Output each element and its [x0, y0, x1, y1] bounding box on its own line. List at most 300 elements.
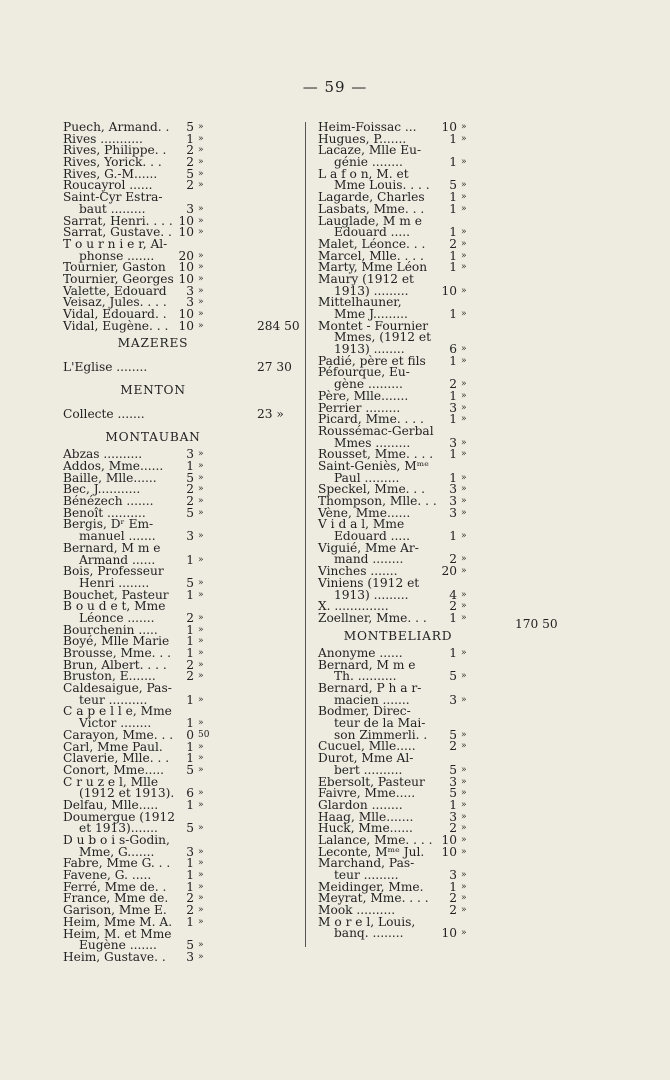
donor-name: Rives, G.-M......: [63, 166, 158, 181]
amount-francs: 2: [449, 552, 457, 567]
section-total: 23 »: [257, 406, 284, 421]
amount-francs: 6: [449, 342, 457, 357]
amount-centimes: »: [461, 589, 467, 600]
donor-name: teur .........: [334, 868, 399, 883]
amount-francs: 3: [186, 949, 194, 964]
amount-francs: 2: [186, 903, 194, 918]
amount-francs: 1: [449, 388, 457, 403]
amount-centimes: »: [198, 262, 204, 273]
donor-name: Edouard .....: [334, 529, 411, 544]
amount-centimes: »: [198, 753, 204, 764]
donor-name: Bec, J...........: [63, 482, 141, 497]
donor-name: teur de la Mai-: [334, 716, 426, 731]
donor-name: Viguié, Mme Ar-: [318, 540, 419, 555]
donor-name: Claverie, Mlle. . .: [63, 751, 170, 766]
amount-centimes: »: [461, 250, 467, 261]
amount-centimes: »: [198, 858, 204, 869]
amount-centimes: »: [461, 741, 467, 752]
donor-name: mand ........: [334, 552, 404, 567]
donor-name: B o u d e t, Mme: [63, 599, 166, 614]
amount-francs: 10: [178, 307, 194, 321]
amount-centimes: »: [198, 215, 204, 226]
amount-francs: 20: [178, 248, 194, 263]
donor-name: Benoît ..........: [63, 505, 146, 520]
amount-centimes: »: [461, 788, 467, 799]
amount-centimes: »: [198, 648, 204, 659]
amount-francs: 1: [186, 692, 194, 707]
donor-name: Picard, Mme. . . .: [318, 412, 424, 427]
amount-francs: 5: [186, 938, 194, 953]
amount-centimes: »: [461, 601, 467, 612]
donor-name: Bois, Professeur: [63, 564, 164, 579]
amount-centimes: »: [198, 881, 204, 892]
amount-centimes: »: [198, 624, 204, 635]
donor-name: Mme Louis. . . .: [334, 178, 430, 193]
amount-centimes: »: [198, 472, 204, 483]
amount-francs: 1: [186, 797, 194, 812]
column-divider: [305, 122, 306, 947]
amount-centimes: »: [461, 285, 467, 296]
donor-name: Haag, Mlle.......: [318, 809, 414, 824]
amount-centimes: »: [461, 905, 467, 916]
donor-name: phonse .......: [79, 248, 155, 263]
amount-centimes: »: [198, 589, 204, 600]
amount-francs: 2: [186, 178, 194, 193]
amount-francs: 2: [449, 599, 457, 614]
section-total: 284 50: [257, 318, 300, 333]
donor-name: Meyrat, Mme. . . .: [318, 891, 429, 906]
amount-centimes: »: [198, 659, 204, 670]
donor-name: Marty, Mme Léon: [318, 260, 428, 275]
donor-name: Mmes .........: [334, 435, 411, 450]
donor-name: Faivre, Mme.....: [318, 786, 416, 801]
donor-name: Victor ........: [79, 716, 152, 731]
donor-name: son Zimmerli. .: [334, 727, 428, 742]
amount-centimes: »: [461, 402, 467, 413]
amount-centimes: »: [198, 122, 204, 132]
amount-francs: 3: [449, 494, 457, 508]
donor-name: Perrier .........: [318, 400, 401, 415]
donor-name: Roussémac-Gerbal: [318, 423, 434, 438]
donor-name: Fabre, Mme G. . .: [63, 856, 171, 871]
amount-francs: 3: [449, 400, 457, 415]
donor-name: 1913) ........: [334, 342, 405, 357]
donor-name: Tournier, Gaston: [63, 260, 166, 275]
donor-name: Heim-Foissac ...: [318, 120, 417, 134]
donor-name: macien .......: [334, 692, 410, 707]
amount-centimes: »: [461, 694, 467, 705]
amount-centimes: »: [198, 531, 204, 542]
amount-centimes: »: [461, 157, 467, 168]
amount-francs: 2: [186, 482, 194, 497]
donor-name: Marcel, Mlle. . . .: [318, 248, 424, 263]
amount-centimes: »: [461, 122, 467, 132]
amount-francs: 5: [449, 669, 457, 684]
donor-name: Roucayrol ......: [63, 178, 153, 193]
donor-name: Vinches .......: [318, 564, 398, 579]
amount-centimes: »: [198, 671, 204, 682]
donor-name: 1913) .........: [334, 587, 409, 602]
amount-centimes: »: [198, 694, 204, 705]
donor-name: Lacaze, Mlle Eu-: [318, 143, 422, 158]
donor-name: Mme, G.......: [79, 844, 155, 859]
amount-centimes: »: [461, 893, 467, 904]
donor-name: génie ........: [334, 155, 403, 170]
amount-francs: 1: [186, 622, 194, 637]
donor-name: Armand ......: [79, 552, 156, 567]
amount-centimes: »: [461, 671, 467, 682]
donor-name: Valette, Edouard: [63, 283, 167, 298]
amount-centimes: »: [461, 227, 467, 238]
amount-centimes: »: [461, 799, 467, 810]
amount-francs: 1: [449, 879, 457, 894]
donor-name: Mook ..........: [318, 903, 396, 918]
amount-centimes: »: [461, 531, 467, 542]
donor-name: Thompson, Mlle. . .: [318, 494, 437, 508]
amount-francs: 2: [186, 610, 194, 625]
donor-name: (1912 et 1913).: [79, 786, 175, 801]
donor-name: Favene, G. .....: [63, 868, 152, 883]
donor-name: Collecte .......: [63, 406, 145, 421]
amount-francs: 1: [186, 914, 194, 929]
donor-name: Heim, Gustave. .: [63, 949, 166, 964]
donor-name: Bouchet, Pasteur: [63, 587, 169, 602]
amount-francs: 10: [441, 832, 457, 847]
amount-francs: 2: [449, 377, 457, 392]
amount-centimes: »: [198, 133, 204, 144]
donor-name: Glardon ........: [318, 797, 403, 812]
donor-name: Bergis, Dʳ Em-: [63, 517, 154, 532]
donor-name: Lasbats, Mme. . .: [318, 201, 425, 216]
donor-name: Saint-Cyr Estra-: [63, 190, 163, 205]
amount-centimes: »: [461, 262, 467, 273]
donor-name: Lagarde, Charles: [318, 190, 425, 205]
amount-centimes: »: [198, 227, 204, 238]
donor-name: Boyé, Mlle Marie: [63, 634, 170, 649]
donor-name: Mmes, (1912 et: [334, 330, 432, 345]
donor-name: Bernard, P h a r-: [318, 681, 422, 696]
amount-francs: 5: [186, 470, 194, 485]
amount-francs: 3: [186, 529, 194, 544]
donor-name: Péfourque, Eu-: [318, 365, 410, 380]
amount-centimes: »: [198, 449, 204, 460]
amount-centimes: »: [198, 273, 204, 284]
section-heading: MENTON: [120, 383, 186, 398]
donor-name: Cucuel, Mlle.....: [318, 739, 416, 754]
amount-francs: 1: [449, 155, 457, 170]
amount-francs: 1: [186, 587, 194, 602]
donor-name: Lauglade, M m e: [318, 213, 422, 228]
donor-name: Rives, Philippe. .: [63, 143, 167, 158]
amount-centimes: »: [461, 554, 467, 565]
donor-name: Montet - Fournier: [318, 318, 429, 333]
amount-centimes: »: [461, 484, 467, 495]
amount-francs: 2: [186, 155, 194, 170]
amount-centimes: »: [198, 846, 204, 857]
amount-centimes: »: [198, 893, 204, 904]
amount-francs: 1: [449, 307, 457, 321]
amount-francs: 5: [186, 505, 194, 520]
donor-name: T o u r n i e r, Al-: [63, 236, 168, 251]
amount-francs: 1: [186, 634, 194, 649]
donor-name: Meidinger, Mme.: [318, 879, 424, 894]
donor-name: Puech, Armand. .: [63, 120, 170, 134]
amount-centimes: »: [198, 799, 204, 810]
amount-francs: 1: [186, 646, 194, 661]
amount-centimes: »: [198, 577, 204, 588]
amount-francs: 2: [449, 739, 457, 754]
list-item: [318, 928, 550, 940]
donor-name: L'Eglise ........: [63, 359, 148, 374]
amount-centimes: »: [461, 203, 467, 214]
donor-name: Rousset, Mme. . . .: [318, 447, 434, 462]
amount-francs: 2: [186, 657, 194, 672]
list-item: [63, 356, 299, 379]
donor-name: Carayon, Mme. . .: [63, 727, 174, 742]
amount-francs: 10: [441, 283, 457, 298]
amount-centimes: »: [461, 647, 467, 658]
amount-centimes: »: [461, 729, 467, 740]
amount-centimes: »: [461, 566, 467, 577]
amount-centimes: »: [461, 881, 467, 892]
donor-name: M o r e l, Louis,: [318, 914, 416, 929]
amount-centimes: »: [461, 437, 467, 448]
amount-francs: 3: [186, 201, 194, 216]
section-total: 170 50: [515, 617, 558, 631]
amount-francs: 1: [449, 797, 457, 812]
donor-name: C a p e l l e, Mme: [63, 704, 172, 719]
amount-francs: 1: [449, 447, 457, 462]
donor-name: Bruston, E.......: [63, 669, 156, 684]
amount-francs: 1: [449, 645, 457, 660]
amount-francs: 3: [186, 844, 194, 859]
amount-francs: 2: [449, 903, 457, 918]
amount-francs: 5: [449, 178, 457, 193]
donor-name: France, Mme de.: [63, 891, 169, 906]
donor-name: Bénézech .......: [63, 494, 154, 509]
amount-francs: 1: [186, 868, 194, 883]
donor-name: et 1913).......: [79, 821, 158, 836]
amount-francs: 3: [449, 774, 457, 789]
donor-name: Sarrat, Henri. . . .: [63, 213, 173, 228]
amount-centimes: »: [461, 390, 467, 401]
donor-name: Edouard .....: [334, 225, 411, 240]
amount-centimes: »: [198, 180, 204, 191]
donor-name: Brousse, Mme. . .: [63, 646, 172, 661]
amount-centimes: »: [198, 823, 204, 834]
amount-francs: 1: [449, 260, 457, 275]
left-column: [63, 122, 299, 964]
donor-name: Vidal, Edouard. .: [63, 307, 167, 321]
amount-francs: 3: [449, 435, 457, 450]
amount-centimes: »: [198, 788, 204, 799]
donor-name: D u b o i s-Godin,: [63, 833, 170, 848]
donor-name: Vidal, Eugène. . .: [63, 318, 169, 333]
donor-name: Lalance, Mme. . . .: [318, 832, 433, 847]
amount-francs: 5: [186, 575, 194, 590]
amount-francs: 1: [186, 459, 194, 474]
amount-francs: 5: [186, 166, 194, 181]
donor-name: X. ..............: [318, 599, 389, 614]
donor-name: C r u z e l, Mlle: [63, 774, 159, 789]
amount-centimes: »: [461, 133, 467, 144]
amount-centimes: »: [198, 940, 204, 951]
list-item: [63, 949, 299, 964]
amount-centimes: »: [461, 776, 467, 787]
amount-centimes: »: [461, 811, 467, 822]
donor-name: Léonce .......: [79, 610, 155, 625]
amount-francs: 3: [186, 283, 194, 298]
donor-name: Bernard, M m e: [63, 540, 161, 555]
amount-centimes: »: [198, 870, 204, 881]
donor-name: Padié, père et fils: [318, 353, 426, 368]
amount-francs: 5: [186, 762, 194, 777]
right-column: [318, 122, 550, 940]
amount-centimes: »: [461, 846, 467, 857]
amount-centimes: »: [198, 157, 204, 168]
donor-name: Garison, Mme E.: [63, 903, 167, 918]
amount-francs: 2: [186, 143, 194, 158]
amount-francs: 4: [449, 587, 457, 602]
amount-francs: 10: [178, 260, 194, 275]
amount-francs: 2: [186, 669, 194, 684]
donor-name: Heim, M. et Mme: [63, 926, 172, 941]
amount-centimes: »: [198, 484, 204, 495]
amount-francs: 1: [449, 610, 457, 625]
amount-francs: 10: [178, 213, 194, 228]
amount-francs: 1: [449, 248, 457, 263]
donor-name: Viniens (1912 et: [318, 575, 420, 590]
amount-centimes: »: [461, 764, 467, 775]
donor-name: Rives ...........: [63, 131, 143, 146]
donor-name: Conort, Mme.....: [63, 762, 164, 777]
amount-centimes: »: [461, 180, 467, 191]
amount-centimes: »: [198, 285, 204, 296]
amount-centimes: 50: [198, 729, 210, 740]
amount-francs: 1: [186, 856, 194, 871]
amount-francs: 10: [178, 271, 194, 286]
donor-name: 1913) .........: [334, 283, 409, 298]
amount-centimes: »: [198, 554, 204, 565]
amount-francs: 1: [449, 529, 457, 544]
amount-centimes: »: [461, 612, 467, 623]
amount-centimes: »: [461, 414, 467, 425]
amount-francs: 1: [449, 412, 457, 427]
donor-name: Carl, Mme Paul.: [63, 739, 163, 754]
amount-centimes: »: [461, 870, 467, 881]
amount-centimes: »: [198, 168, 204, 179]
amount-francs: 3: [449, 692, 457, 707]
list-item: [63, 318, 300, 333]
amount-francs: 1: [449, 470, 457, 485]
amount-centimes: »: [198, 916, 204, 927]
amount-centimes: »: [461, 472, 467, 483]
donor-name: Bodmer, Direc-: [318, 704, 411, 719]
amount-centimes: »: [461, 834, 467, 845]
donor-name: Caldesaigue, Pas-: [63, 681, 172, 696]
amount-centimes: »: [461, 238, 467, 249]
donor-name: L a f o n, M. et: [318, 166, 409, 181]
donor-name: Anonyme ......: [318, 645, 403, 660]
amount-francs: 10: [178, 318, 194, 333]
amount-francs: 1: [186, 739, 194, 754]
amount-centimes: »: [198, 309, 204, 319]
donor-name: Veisaz, Jules. . . .: [63, 295, 167, 310]
amount-centimes: »: [461, 449, 467, 460]
amount-centimes: »: [198, 145, 204, 156]
amount-francs: 3: [449, 868, 457, 883]
amount-francs: 3: [186, 295, 194, 310]
amount-centimes: »: [461, 309, 467, 319]
donor-name: Speckel, Mme. . .: [318, 482, 426, 497]
amount-centimes: »: [198, 636, 204, 647]
amount-centimes: »: [198, 612, 204, 623]
amount-centimes: »: [198, 764, 204, 775]
amount-francs: 20: [441, 564, 457, 579]
donor-name: Addos, Mme......: [63, 459, 164, 474]
donor-name: Henri ........: [79, 575, 150, 590]
donor-name: teur ..........: [79, 692, 148, 707]
donor-name: baut .........: [79, 201, 146, 216]
list-item: [63, 403, 299, 426]
donor-name: Paul .........: [334, 470, 400, 485]
section-heading: MONTAUBAN: [105, 429, 201, 444]
donor-name: Huck, Mme......: [318, 821, 413, 836]
donor-name: Marchand, Pas-: [318, 856, 415, 871]
amount-centimes: »: [198, 297, 204, 308]
amount-francs: 1: [186, 879, 194, 894]
donor-name: Brun, Albert. . . .: [63, 657, 167, 672]
donor-name: Mme J.........: [334, 307, 408, 321]
donor-name: V i d a l, Mme: [318, 517, 405, 532]
donor-name: Baille, Mlle......: [63, 470, 157, 485]
donor-name: Heim, Mme M. A.: [63, 914, 173, 929]
amount-centimes: »: [461, 496, 467, 506]
donor-name: Sarrat, Gustave. .: [63, 225, 172, 240]
amount-francs: 3: [186, 447, 194, 462]
donor-name: Eugène .......: [79, 938, 157, 953]
donor-name: Leconte, Mᵐᵉ Jul.: [318, 844, 425, 859]
amount-francs: 5: [186, 821, 194, 836]
amount-francs: 5: [449, 786, 457, 801]
amount-centimes: »: [198, 250, 204, 261]
donor-name: Tournier, Georges: [63, 271, 174, 286]
donor-name: Doumergue (1912: [63, 809, 176, 824]
donor-name: Ferré, Mme de. .: [63, 879, 167, 894]
amount-francs: 5: [449, 762, 457, 777]
amount-francs: 2: [449, 891, 457, 906]
amount-centimes: »: [461, 192, 467, 203]
amount-francs: 3: [449, 482, 457, 497]
donor-name: Bourchenin .....: [63, 622, 158, 637]
amount-francs: 0: [186, 727, 194, 742]
amount-francs: 2: [186, 891, 194, 906]
amount-centimes: »: [198, 496, 204, 507]
amount-francs: 2: [186, 494, 194, 509]
donor-name: Vène, Mme......: [318, 505, 411, 520]
amount-francs: 1: [186, 131, 194, 146]
amount-francs: 2: [449, 236, 457, 251]
amount-francs: 1: [449, 190, 457, 205]
amount-francs: 5: [449, 727, 457, 742]
amount-francs: 1: [186, 552, 194, 567]
page-number: — 59 —: [302, 78, 368, 96]
amount-centimes: »: [461, 379, 467, 390]
amount-francs: 10: [441, 120, 457, 134]
amount-centimes: »: [198, 320, 204, 331]
amount-francs: 1: [449, 131, 457, 146]
donor-name: Père, Mlle.......: [318, 388, 409, 403]
